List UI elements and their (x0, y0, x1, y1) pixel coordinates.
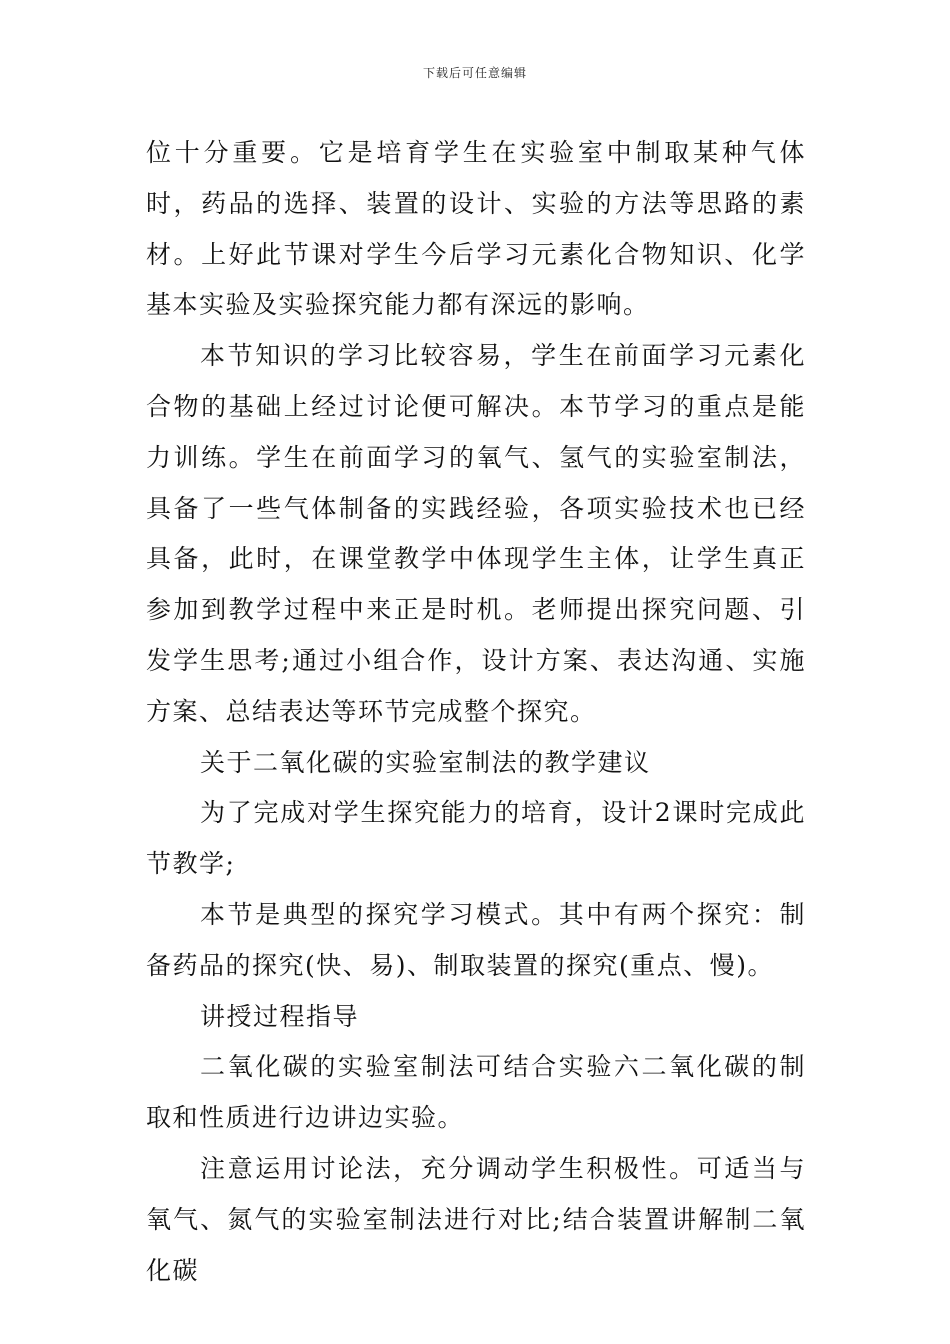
paragraph-4: 本节是典型的探究学习模式。其中有两个探究：制备药品的探究(快、易)、制取装置的探究(重点、慢)。 (146, 899, 806, 980)
paragraph-1: 位十分重要。它是培育学生在实验室中制取某种气体时，药品的选择、装置的设计、实验的方法等思路的素材。上好此节课对学生今后学习元素化合物知识、化学基本实验及实验探究能力都有深远的影响。 (146, 138, 806, 320)
section-heading-teaching-guidance: 讲授过程指导 (200, 1001, 360, 1031)
section-heading-teaching-suggestions: 关于二氧化碳的实验室制法的教学建议 (200, 747, 651, 777)
paragraph-6: 注意运用讨论法，充分调动学生积极性。可适当与氧气、氮气的实验室制法进行对比;结合装置讲解制二氧化碳 (146, 1153, 806, 1285)
page-header: 下载后可任意编辑 (422, 66, 527, 80)
paragraph-5: 二氧化碳的实验室制法可结合实验六二氧化碳的制取和性质进行边讲边实验。 (146, 1052, 806, 1133)
paragraph-3: 为了完成对学生探究能力的培育，设计2课时完成此节教学; (146, 798, 806, 879)
document-body (146, 128, 806, 1296)
paragraph-2: 本节知识的学习比较容易，学生在前面学习元素化合物的基础上经过讨论便可解决。本节学习的重点是能力训练。学生在前面学习的氧气、氢气的实验室制法，具备了一些气体制备的实践经验，各项实验技术也已经具备，此时，在课堂教学中体现学生主体，让学生真正参加到教学过程中来正是时机。老师提出探究问题、引发学生思考;通过小组合作，设计方案、表达沟通、实施方案、总结表达等环节完成整个探究。 (146, 341, 806, 726)
